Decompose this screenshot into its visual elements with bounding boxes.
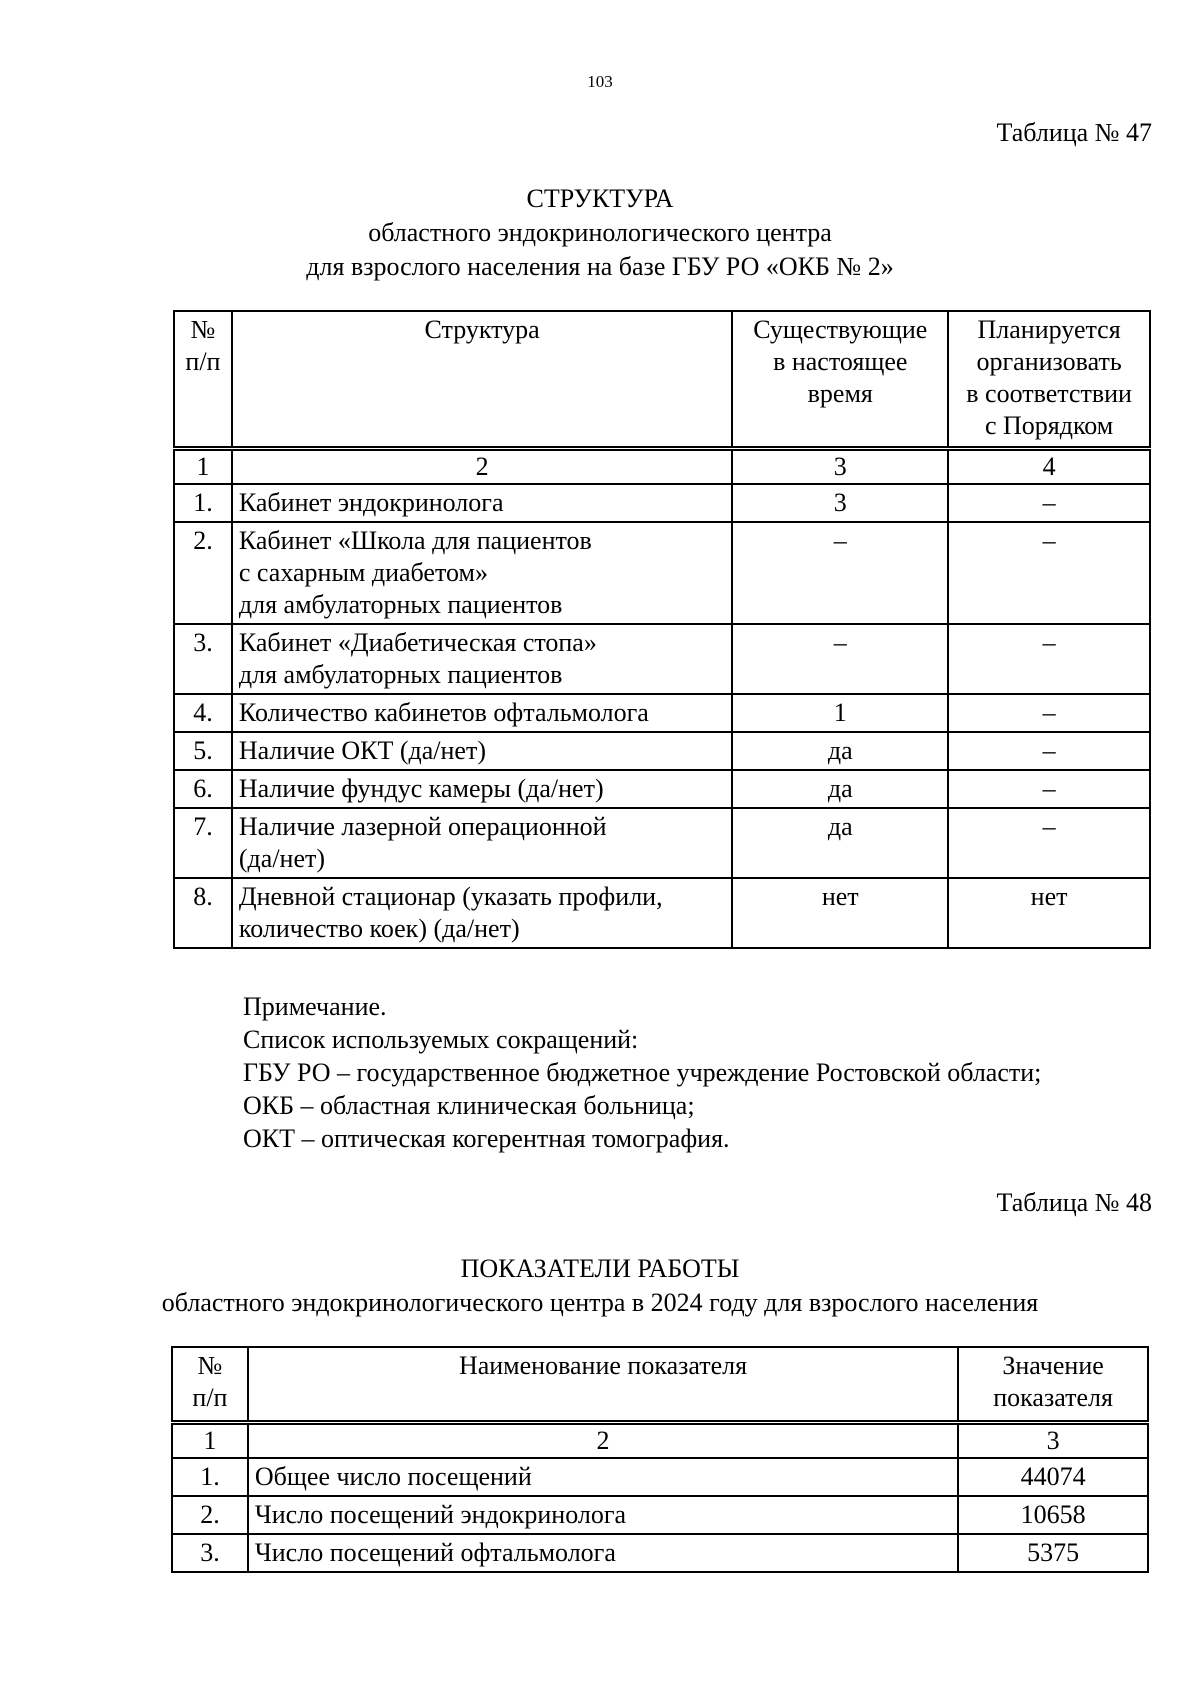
row-planned: –: [948, 522, 1150, 624]
col-number: 2: [232, 449, 732, 485]
row-num: 3.: [174, 624, 232, 694]
page-number: 103: [587, 72, 613, 91]
row-planned: –: [948, 694, 1150, 732]
table-48-column-numbers: [172, 1423, 1148, 1459]
row-num: 2.: [174, 522, 232, 624]
row-name: Кабинет «Школа для пациентов с сахарным диабетом» для амбулаторных пациентов: [232, 522, 732, 624]
table-row: [174, 732, 1150, 770]
row-name: Число посещений эндокринолога: [248, 1496, 958, 1534]
row-existing: да: [732, 770, 948, 808]
row-name: Кабинет эндокринолога: [232, 484, 732, 522]
row-existing: нет: [732, 878, 948, 948]
table-row: [172, 1458, 1148, 1496]
row-existing: 1: [732, 694, 948, 732]
row-num: 2.: [172, 1496, 248, 1534]
col-number: 3: [958, 1423, 1148, 1459]
table-48-header-row: [172, 1347, 1148, 1423]
table-47-header-row: [174, 311, 1150, 449]
row-num: 8.: [174, 878, 232, 948]
table-48-title-block: [0, 1252, 1200, 1320]
row-name: Количество кабинетов офтальмолога: [232, 694, 732, 732]
row-value: 10658: [958, 1496, 1148, 1534]
notes-heading: Примечание.: [243, 992, 387, 1021]
row-value: 44074: [958, 1458, 1148, 1496]
col-number: 2: [248, 1423, 958, 1459]
table-47: [173, 310, 1151, 949]
row-name: Кабинет «Диабетическая стопа» для амбулаторных пациентов: [232, 624, 732, 694]
col-number: 4: [948, 449, 1150, 485]
row-existing: 3: [732, 484, 948, 522]
table-47-title-block: [0, 182, 1200, 284]
table-48-title: ПОКАЗАТЕЛИ РАБОТЫ: [460, 1254, 740, 1283]
notes-item: ОКТ – оптическая когерентная томография.: [243, 1124, 730, 1153]
row-name: Дневной стационар (указать профили, количество коек) (да/нет): [232, 878, 732, 948]
table-47-column-numbers: [174, 449, 1150, 485]
row-num: 1.: [174, 484, 232, 522]
notes-item: ГБУ РО – государственное бюджетное учреждение Ростовской области;: [243, 1058, 1042, 1087]
row-num: 7.: [174, 808, 232, 878]
table-48-label: Таблица № 48: [996, 1188, 1152, 1217]
row-name: Общее число посещений: [248, 1458, 958, 1496]
table-47-label: Таблица № 47: [996, 118, 1152, 147]
table-47-subtitle-2: для взрослого населения на базе ГБУ РО «ОКБ № 2»: [306, 252, 894, 281]
row-planned: –: [948, 624, 1150, 694]
row-name: Число посещений офтальмолога: [248, 1534, 958, 1572]
header-indicator-name: Наименование показателя: [248, 1347, 958, 1423]
row-name: Наличие фундус камеры (да/нет): [232, 770, 732, 808]
row-existing: да: [732, 732, 948, 770]
table-47-title: СТРУКТУРА: [526, 184, 674, 213]
table-row: [172, 1496, 1148, 1534]
row-planned: нет: [948, 878, 1150, 948]
row-planned: –: [948, 484, 1150, 522]
row-existing: –: [732, 624, 948, 694]
col-number: 1: [174, 449, 232, 485]
header-indicator-value: Значение показателя: [958, 1347, 1148, 1423]
header-planned: Планируется организовать в соответствии с Порядком: [948, 311, 1150, 449]
table-48-subtitle: областного эндокринологического центра в 2024 году для взрослого населения: [161, 1288, 1039, 1317]
row-planned: –: [948, 732, 1150, 770]
col-number: 1: [172, 1423, 248, 1459]
row-num: 3.: [172, 1534, 248, 1572]
row-num: 4.: [174, 694, 232, 732]
header-structure: Структура: [232, 311, 732, 449]
notes-item: ОКБ – областная клиническая больница;: [243, 1091, 695, 1120]
table-row: [174, 484, 1150, 522]
row-num: 6.: [174, 770, 232, 808]
table-row: [174, 808, 1150, 878]
notes-section: [243, 990, 1041, 1155]
row-existing: –: [732, 522, 948, 624]
table-47-subtitle-1: областного эндокринологического центра: [368, 218, 832, 247]
row-planned: –: [948, 808, 1150, 878]
row-name: Наличие ОКТ (да/нет): [232, 732, 732, 770]
table-row: [174, 624, 1150, 694]
row-planned: –: [948, 770, 1150, 808]
header-num: № п/п: [174, 311, 232, 449]
header-existing: Существующие в настоящее время: [732, 311, 948, 449]
table-row: [172, 1534, 1148, 1572]
table-row: [174, 770, 1150, 808]
row-num: 1.: [172, 1458, 248, 1496]
row-num: 5.: [174, 732, 232, 770]
col-number: 3: [732, 449, 948, 485]
row-value: 5375: [958, 1534, 1148, 1572]
table-row: [174, 694, 1150, 732]
row-name: Наличие лазерной операционной (да/нет): [232, 808, 732, 878]
row-existing: да: [732, 808, 948, 878]
table-48: [171, 1346, 1149, 1573]
notes-intro: Список используемых сокращений:: [243, 1025, 639, 1054]
table-row: [174, 522, 1150, 624]
header-num: № п/п: [172, 1347, 248, 1423]
table-row: [174, 878, 1150, 948]
